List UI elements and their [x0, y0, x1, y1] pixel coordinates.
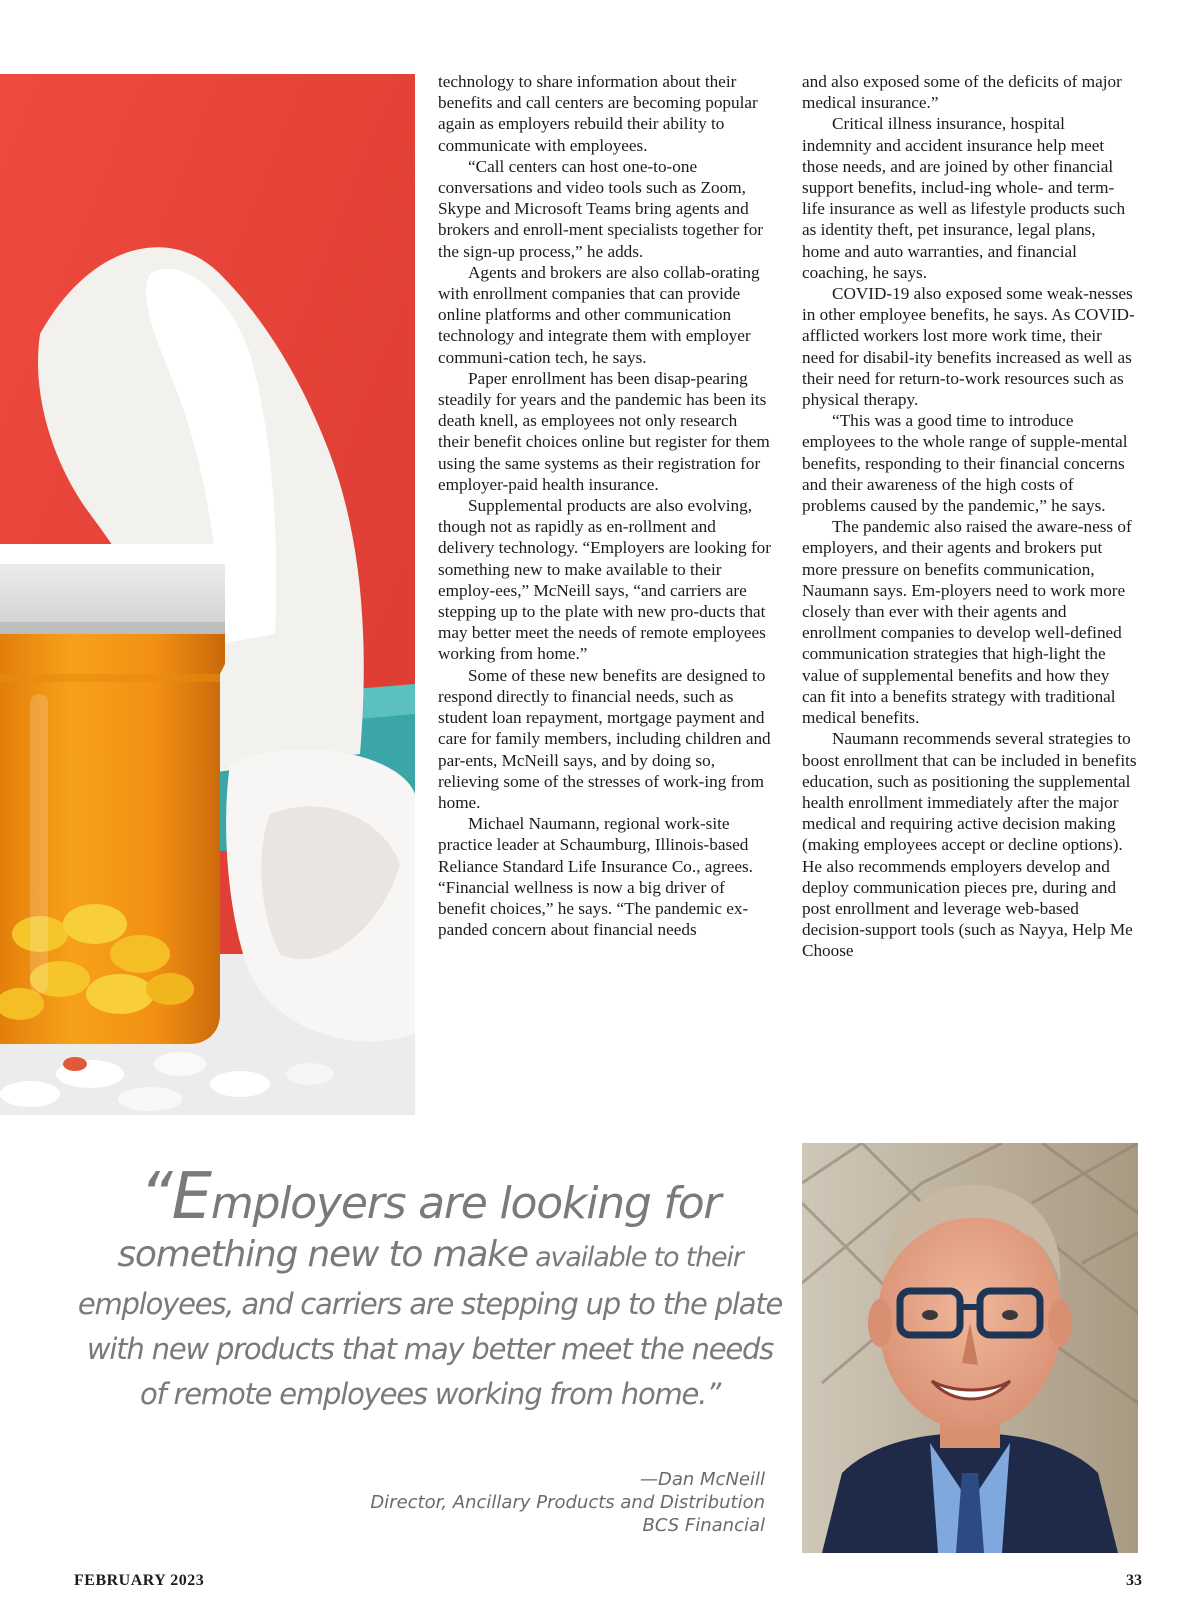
pull-quote-text: mployers are looking for — [210, 1178, 721, 1229]
pull-quote — [70, 1160, 790, 1417]
issue-date: FEBRUARY 2023 — [74, 1572, 205, 1589]
pull-quote-text: available to their — [527, 1242, 743, 1273]
paragraph: The pandemic also raised the aware-ness of employers, and their agents and brokers put more pressure on benefits communication, Naumann says. Em-ployers need to work more closely than ever with their agents and enrollment companies to develop well-defined communication strategies that high-light the value of supplemental benefits and how they can fit into a benefits strategy with traditional medical benefits. — [802, 517, 1132, 728]
quote-attribution — [370, 1468, 765, 1537]
paragraph: “Call centers can host one-to-one conversations and video tools such as Zoom, Skype and Microsoft Teams bring agents and brokers and enroll-ment specialists together for the sign-up process,” he adds. — [438, 156, 764, 261]
pull-quote-text: something new to make — [117, 1234, 528, 1275]
paragraph: Naumann recommends several strategies to boost enrollment that can be included in benefits education, such as positioning the supplemental health enrollment immediately after the major medical and requiring active decision making (making employees accept or decline options). He also recommends employers develop and deploy communication pieces pre, during and post enrollment and leverage web-based decision-support tools (such as Nayya, Help Me Choose — [802, 729, 1137, 961]
paragraph: COVID-19 also exposed some weak-nesses in other employee benefits, he says. As COVID-afflicted workers lost more work time, their need for disabil-ity benefits increased as well as their need for return-to-work resources such as physical therapy. — [802, 284, 1135, 410]
paragraph: Supplemental products are also evolving, though not as rapidly as en-rollment and delivery technology. “Employers are looking for something new to make available to their employ-ees,” McNeill says, “and carriers are stepping up to the plate with new pro-ducts that may better meet the needs of remote employees working from home.” — [438, 496, 771, 664]
paragraph: technology to share information about their benefits and call centers are becoming popular again as employers rebuild their ability to communicate with employees. — [438, 72, 758, 155]
attribution-title: Director, Ancillary Products and Distribution — [370, 1492, 765, 1513]
pull-quote-line-1 — [70, 1160, 790, 1234]
pull-quote-line-2 — [70, 1231, 790, 1282]
pull-quote-line-5: of remote employees working from home.” — [139, 1377, 721, 1411]
pull-quote-line-3: employees, and carriers are stepping up to the plate — [77, 1287, 783, 1321]
article-column-1 — [438, 71, 773, 940]
attribution-name: —Dan McNeill — [640, 1469, 765, 1490]
paragraph: Paper enrollment has been disap-pearing steadily for years and the pandemic has been its death knell, as employees not only research their benefit choices online but register for them using the same systems as their registration for employer-paid health insurance. — [438, 368, 770, 494]
portrait-photo — [802, 1143, 1138, 1553]
page-number: 33 — [1126, 1572, 1142, 1589]
paragraph: Agents and brokers are also collab-orating with enrollment companies that can provide online platforms and other communication technology and integrate them with employer communi-cation tech, he says. — [438, 262, 760, 367]
paragraph: Some of these new benefits are designed to respond directly to financial needs, such as student loan repayment, mortgage payment and care for family members, including children and par-ents, McNeill says, and by doing so, relieving some of the stresses of work-ing from home. — [438, 665, 771, 812]
article-column-2 — [802, 71, 1137, 962]
pills-and-tissues-photo — [0, 74, 415, 1115]
paragraph: Michael Naumann, regional work-site practice leader at Schaumburg, Illinois-based Reliance Standard Life Insurance Co., agrees. “Financial wellness is now a big driver of benefit choices,” he says. “The pandemic ex-panded concern about financial needs — [438, 814, 753, 940]
quote-open-mark: “ — [139, 1160, 172, 1234]
paragraph: Critical illness insurance, hospital indemnity and accident insurance help meet those needs, and are joined by other financial support benefits, includ-ing whole- and term-life insurance as well as lifestyle products such as identity theft, pet insurance, legal plans, home and auto warranties, and financial coaching, he says. — [802, 114, 1126, 282]
pull-quote-line-4: with new products that may better meet the needs — [86, 1332, 774, 1366]
paragraph: and also exposed some of the deficits of major medical insurance.” — [802, 72, 1122, 113]
quote-drop-letter: E — [171, 1160, 211, 1234]
paragraph: “This was a good time to introduce employees to the whole range of supple-mental benefits, responding to their financial concerns and their awareness of the high costs of problems caused by the pandemic,” he says. — [802, 411, 1128, 516]
attribution-company: BCS Financial — [642, 1515, 765, 1536]
